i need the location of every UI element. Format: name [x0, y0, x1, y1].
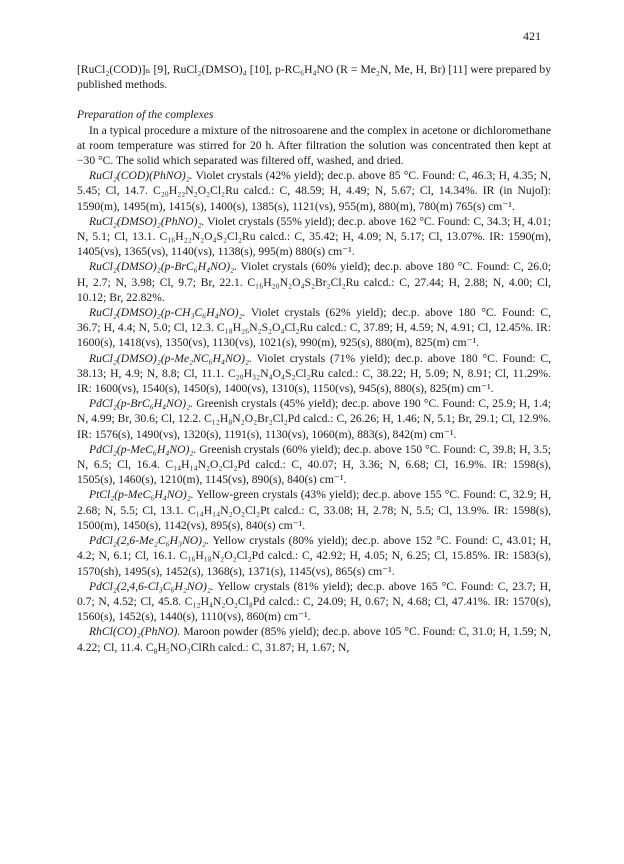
compound-name: RuCl₂(DMSO)₂(p-Me₂NC₆H₄NO)₂. — [89, 351, 252, 365]
compound-name: RuCl₂(COD)(PhNO)₂. — [89, 169, 193, 183]
compound-data: Greenish crystals (45% yield); dec.p. above 190 °C. Found: C, 25.9; H, 1.4; N, 4.99; Br, 30.6; Cl, 12.2. C₁₂H₈N₂O₂Br₂Cl₂Pd calcd.: C, 26.26; H, 1.46; N, 5.1; Br, 29.1; Cl, 12.9%. IR: 1576(s), 1490(vs), 1320(s), 1191(s), 1130(vs), 1060(m), 883(s), 842(m) cm⁻¹. — [77, 397, 551, 441]
procedure-paragraph: In a typical procedure a mixture of the nitrosoarene and the complex in acetone or dichloromethane at room temperature was stirred for 20 h. After filtration the solution was concentrated then kept at −30 °C. The solid which separated was filtered off, washed, and dried. — [77, 123, 551, 168]
compound-name: PdCl₂(p-MeC₆H₄NO)₂. — [89, 442, 197, 456]
compound-entry — [77, 579, 551, 625]
compound-data: Yellow crystals (80% yield); dec.p. above 152 °C. Found: C, 43.01; H, 4.2; N, 6.1; Cl, 16.1. C₁₆H₁₈N₂O₂Cl₂Pd calcd.: C, 42.92; H, 4.05; N, 6.25; Cl, 15.85%. IR: 1583(s), 1570(sh), 1495(s), 1452(s), 1368(s), 1371(s), 1145(vs), 865(s) cm⁻¹. — [77, 534, 551, 578]
compound-entry — [77, 487, 551, 533]
compound-name: PdCl₂(2,4,6-Cl₃C₆H₂NO)₂. — [89, 579, 214, 593]
compound-data: Violet crystals (62% yield); dec.p. above 180 °C. Found: C, 36.7; H, 4.4; N, 5.0; Cl, 12.3. C₁₈H₂₆N₂S₂O₄Cl₂Ru calcd.: C, 37.89; H, 4.59; N, 4.91; Cl, 12.45%. IR: 1600(s), 1418(vs), 1350(vs), 1130(vs), 1021(s), 990(m), 925(s), 880(m), 825(m) cm⁻¹. — [77, 306, 551, 350]
compound-entry — [77, 168, 551, 214]
compound-data: Violet crystals (60% yield); dec.p. above 180 °C. Found: C, 26.0; H, 2.7; N, 3.98; Cl, 9.7; Br, 22.1. C₁₆H₂₀N₂O₄S₂Br₂Cl₂Ru calcd.: C, 27.44; H, 2.88; N, 4.00; Cl, 10.12; Br, 22.82%. — [77, 260, 551, 304]
compound-data: Violet crystals (42% yield); dec.p. above 85 °C. Found: C, 46.3; H, 4.35; N, 5.45; Cl, 14.7. C₂₀H₂₂N₂O₂Cl₂Ru calcd.: C, 48.59; H, 4.49; N, 5.67; Cl, 14.34%. IR (in Nujol): 1590(m), 1495(m), 1415(s), 1400(s), 1385(s), 1121(vs), 955(m), 880(m), 780(m) 765(s) cm⁻¹. — [77, 169, 551, 213]
compound-entry — [77, 442, 551, 488]
compound-entry — [77, 259, 551, 305]
section-heading: Preparation of the complexes — [77, 108, 214, 122]
page-number: 421 — [523, 29, 541, 43]
compound-data: Maroon powder (85% yield); dec.p. above 105 °C. Found: C, 31.0; H, 1.59; N, 4.22; Cl, 11.4. C₈H₅NO₃ClRh calcd.: C, 31.87; H, 1.67; N, — [77, 625, 551, 654]
compound-data: Yellow crystals (81% yield); dec.p. above 165 °C. Found: C, 23.7; H, 0.7; N, 4.52; Cl, 45.8. C₁₂H₄N₂O₂Cl₈Pd calcd.: C, 24.09; H, 0.67; N, 4.68; Cl, 47.41%. IR: 1570(s), 1560(s), 1452(s), 1440(s), 1110(vs), 860(m) cm⁻¹. — [77, 579, 552, 624]
compound-name: RuCl₂(DMSO)₂(PhNO)₂. — [89, 214, 205, 228]
compound-name: PdCl₂(p-BrC₆H₄NO)₂. — [89, 397, 194, 411]
compound-data: Greenish crystals (60% yield); dec.p. above 150 °C. Found: C, 39.8; H, 3.5; N, 6.5; Cl, 16.4. C₁₄H₁₄N₂O₂Cl₂Pd calcd.: C, 40.07; H, 3.36; N, 6.68; Cl, 16.9%. IR: 1598(s), 1505(s), 1460(s), 1210(m), 1145(vs), 890(s), 840(s) cm⁻¹. — [77, 442, 551, 487]
compound-entry — [77, 624, 551, 654]
article-body — [77, 62, 551, 655]
compound-name: RuCl₂(DMSO)₂(p-BrC₆H₄NO)₂. — [89, 260, 237, 274]
compound-entry — [77, 351, 551, 397]
compound-entry — [77, 214, 551, 260]
compound-name: PtCl₂(p-MeC₆H₄NO)₂. — [89, 488, 194, 502]
intro-paragraph: [RuCl₂(COD)]ₙ [9], RuCl₂(DMSO)₄ [10], p-RC₆H₄NO (R = Me₂N, Me, H, Br) [11] were prepared by published methods. — [77, 63, 551, 92]
compound-entry — [77, 533, 551, 579]
compound-entry — [77, 305, 551, 351]
compound-name: RuCl₂(DMSO)₂(p-CH₃C₆H₄NO)₂. — [89, 306, 246, 320]
compound-data: Violet crystals (71% yield); dec.p. above 180 °C. Found: C, 38.13; H, 4.9; N, 8.8; Cl, 11.1. C₂₀H₃₂N₄O₄S₂Cl₂Ru calcd.: C, 38.22; H, 5.09; N, 8.91; Cl, 11.29%. IR: 1600(vs), 1540(s), 1450(s), 1400(vs), 1310(s), 1150(vs), 945(s), 880(s), 825(m) cm⁻¹. — [77, 351, 551, 396]
compound-data: Violet crystals (55% yield); dec.p. above 162 °C. Found: C, 34.3; H, 4.01; N, 5.1; Cl, 13.1. C₁₆H₂₂N₂O₄S₂Cl₂Ru calcd.: C, 35.42; H, 4.09; N, 5.17; Cl, 13.07%. IR: 1590(m), 1405(vs), 1365(vs), 1140(vs), 1138(s), 995(m) 880(s) cm⁻¹. — [77, 214, 551, 259]
compound-name: RhCl(CO)₂(PhNO). — [89, 625, 181, 639]
compound-entry — [77, 396, 551, 442]
compound-data: Yellow-green crystals (43% yield); dec.p. above 155 °C. Found: C, 32.9; H, 2.68; N, 5.5; Cl, 13.1. C₁₄H₁₄N₂O₂Cl₂Pt calcd.: C, 33.08; H, 2.78; N, 5.5; Cl, 13.9%. IR: 1598(s), 1500(m), 1450(s), 1142(vs), 895(s), 840(s) cm⁻¹. — [77, 488, 552, 532]
compound-name: PdCl₂(2,6-Me₂C₆H₃NO)₂. — [89, 534, 209, 548]
